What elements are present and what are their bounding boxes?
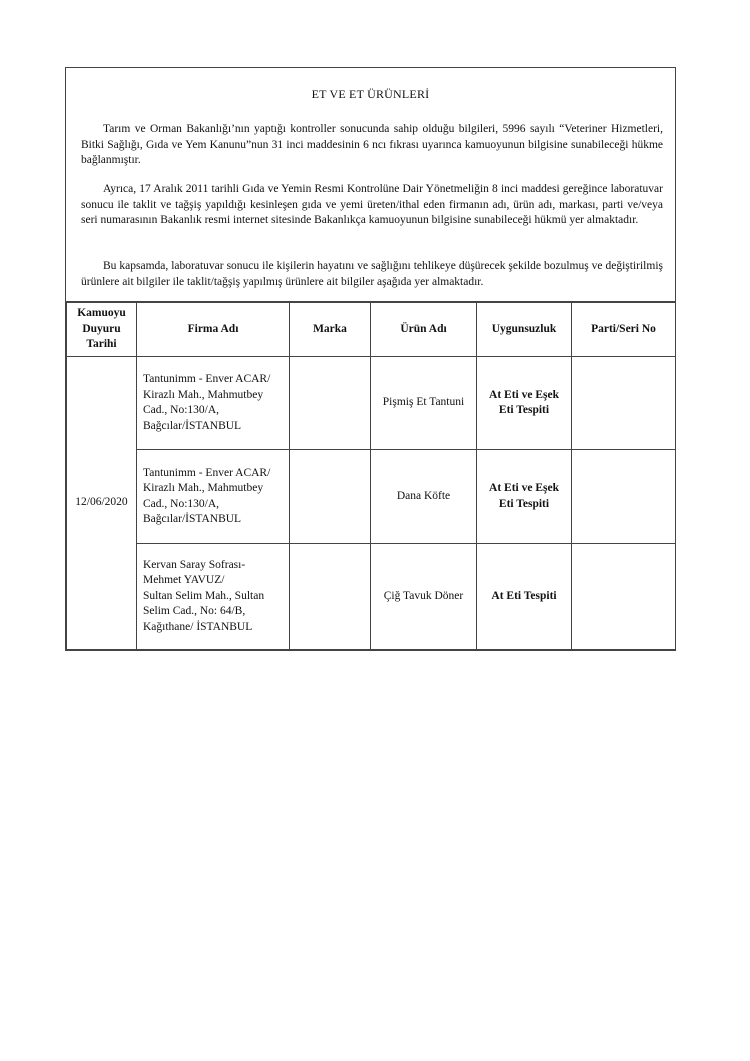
header-product: Ürün Adı [371, 303, 477, 357]
document-frame [65, 67, 676, 651]
header-date: Kamuoyu Duyuru Tarihi [67, 303, 137, 357]
product-cell: Çiğ Tavuk Döner [371, 544, 477, 650]
table-row [67, 357, 676, 450]
firm-cell: Tantunimm - Enver ACAR/ Kirazlı Mah., Mahmutbey Cad., No:130/A, Bağcılar/İSTANBUL [137, 357, 290, 450]
table-header-row [67, 303, 676, 357]
intro-section [66, 68, 675, 302]
firm-cell: Tantunimm - Enver ACAR/ Kirazlı Mah., Mahmutbey Cad., No:130/A, Bağcılar/İSTANBUL [137, 450, 290, 544]
announcement-date: 12/06/2020 [67, 357, 137, 650]
header-batch: Parti/Seri No [572, 303, 676, 357]
brand-cell [290, 357, 371, 450]
product-cell: Dana Köfte [371, 450, 477, 544]
intro-paragraph-2: Ayrıca, 17 Aralık 2011 tarihli Gıda ve Yemin Resmi Kontrolüne Dair Yönetmeliğin 8 inci maddesi gereğince laboratuvar sonucu ile taklit ve tağşiş yapıldığı kesinleşen gıda ve yemi üreten/ithal eden firmanın adı, ürün adı, markası, parti ve/veya seri numarasının Bakanlık resmi internet sitesinde Bakanlıkça kamuoyunun bilgisine sunabileceği hükmü yer almaktadır. [81, 183, 663, 226]
document-title: ET VE ET ÜRÜNLERİ [311, 87, 430, 101]
intro-paragraph-3: Bu kapsamda, laboratuvar sonucu ile kişilerin hayatını ve sağlığını tehlikeye düşürecek şekilde bozulmuş ve değiştirilmiş ürünlere ait bilgiler ile taklit/tağşiş yapılmış ürünlere ait bilgiler aşağıda yer almaktadır. [81, 260, 663, 288]
batch-cell [572, 450, 676, 544]
intro-paragraph-1: Tarım ve Orman Bakanlığı’nın yaptığı kontroller sonucunda sahip olduğu bilgileri, 5996 sayılı “Veteriner Hizmetleri, Bitki Sağlığı, Gıda ve Yem Kanunu”nun 31 inci maddesinin 6 ncı fıkrası uyarınca kamuoyunun bilgisine sunabileceği hükme bağlanmıştır. [81, 123, 663, 166]
batch-cell [572, 357, 676, 450]
nonconformity-cell: At Eti ve Eşek Eti Tespiti [477, 450, 572, 544]
table-row [67, 544, 676, 650]
announcement-table [66, 302, 676, 650]
brand-cell [290, 544, 371, 650]
nonconformity-cell: At Eti ve Eşek Eti Tespiti [477, 357, 572, 450]
header-brand: Marka [290, 303, 371, 357]
header-nonconformity: Uygunsuzluk [477, 303, 572, 357]
nonconformity-cell: At Eti Tespiti [477, 544, 572, 650]
header-firm: Firma Adı [137, 303, 290, 357]
firm-cell: Kervan Saray Sofrası- Mehmet YAVUZ/ Sultan Selim Mah., Sultan Selim Cad., No: 64/B, Kağıthane/ İSTANBUL [137, 544, 290, 650]
batch-cell [572, 544, 676, 650]
table-row [67, 450, 676, 544]
brand-cell [290, 450, 371, 544]
product-cell: Pişmiş Et Tantuni [371, 357, 477, 450]
